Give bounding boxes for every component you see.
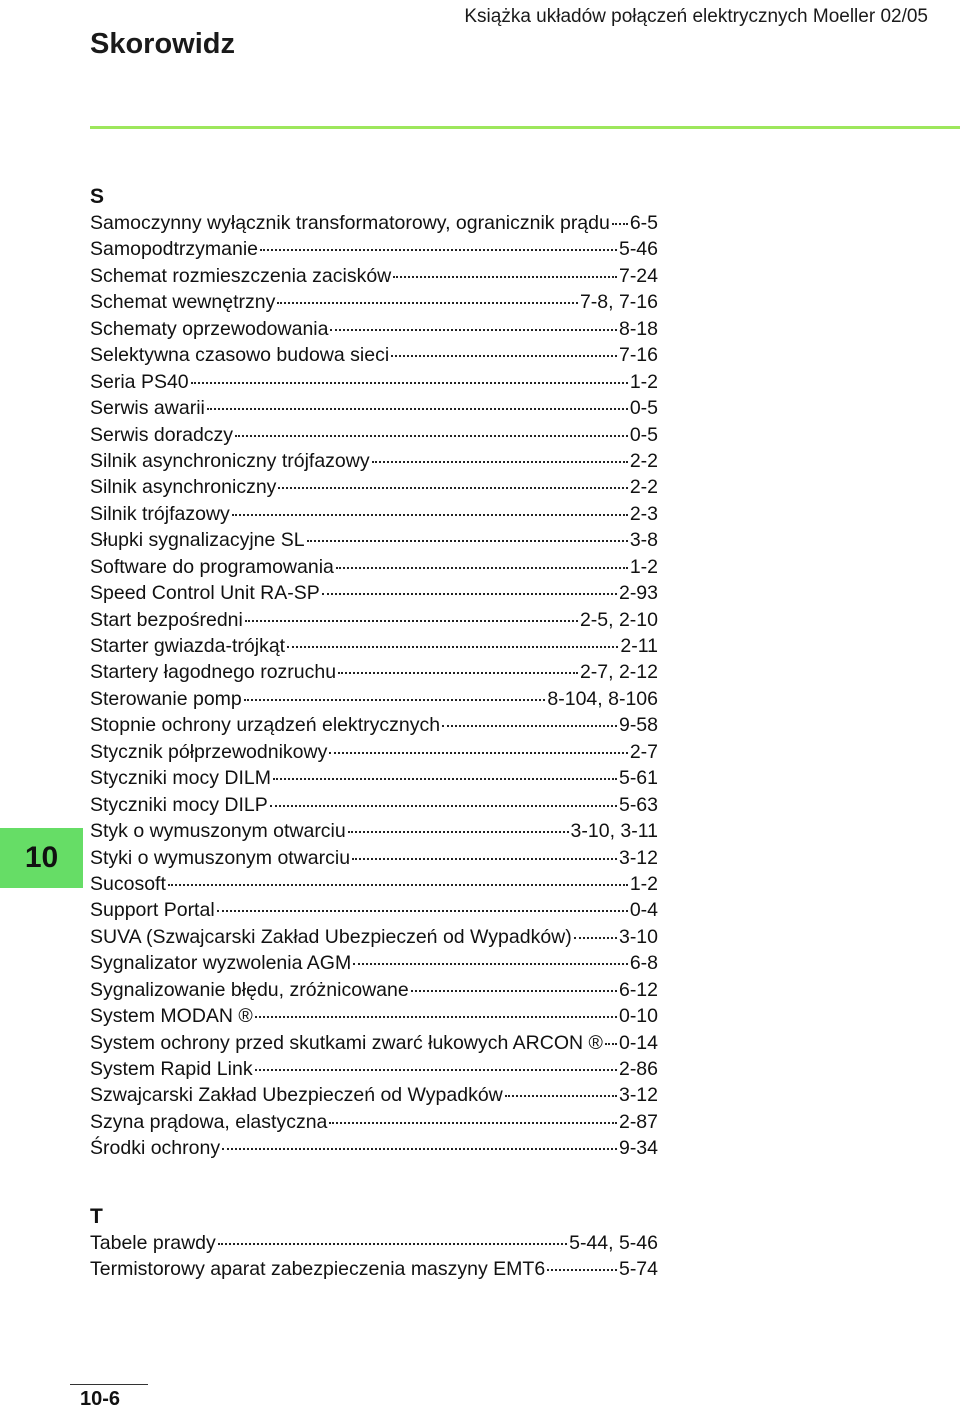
dot-leader bbox=[168, 883, 628, 886]
index-term: Schemat wewnętrzny bbox=[90, 291, 276, 314]
index-page-ref[interactable]: 2-5, 2-10 bbox=[579, 608, 658, 631]
dot-leader bbox=[277, 301, 578, 304]
dot-leader bbox=[218, 1242, 567, 1245]
index-page-ref[interactable]: 0-10 bbox=[618, 1005, 658, 1028]
index-entry[interactable] bbox=[90, 792, 658, 818]
dot-leader bbox=[547, 1268, 617, 1271]
dot-leader bbox=[245, 619, 578, 622]
index-entry[interactable] bbox=[90, 765, 658, 791]
dot-leader bbox=[411, 989, 617, 992]
index-term: Start bezpośredni bbox=[90, 608, 243, 631]
index-term: Styczniki mocy DILM bbox=[90, 767, 271, 790]
index-entry[interactable] bbox=[90, 897, 658, 923]
index-page-ref[interactable]: 0-14 bbox=[618, 1031, 658, 1054]
index-page-ref[interactable]: 8-18 bbox=[618, 317, 658, 340]
index-term: Startery łagodnego rozruchu bbox=[90, 661, 337, 684]
index-page-ref[interactable]: 2-7, 2-12 bbox=[579, 661, 658, 684]
dot-leader bbox=[322, 592, 617, 595]
chapter-tab[interactable]: 10 bbox=[0, 828, 83, 888]
index-page-ref[interactable]: 8-104, 8-106 bbox=[547, 687, 658, 710]
index-term: Seria PS40 bbox=[90, 370, 189, 393]
index-entry[interactable] bbox=[90, 977, 658, 1003]
index-page-ref[interactable]: 7-24 bbox=[618, 264, 658, 287]
index-page-ref[interactable]: 2-2 bbox=[629, 476, 658, 499]
index-term: Środki ochrony bbox=[90, 1137, 221, 1160]
index-page-ref[interactable]: 2-93 bbox=[618, 582, 658, 605]
dot-leader bbox=[348, 830, 569, 833]
index-term: Software do programowania bbox=[90, 555, 334, 578]
index-term: System Rapid Link bbox=[90, 1058, 253, 1080]
index-list bbox=[90, 184, 658, 1283]
index-term: Stopnie ochrony urządzeń elektrycznych bbox=[90, 714, 441, 737]
index-page-ref[interactable]: 3-12 bbox=[618, 846, 658, 869]
index-page-ref[interactable]: 2-11 bbox=[620, 635, 658, 657]
index-term: Styki o wymuszonym otwarciu bbox=[90, 846, 351, 869]
index-entry[interactable] bbox=[90, 422, 658, 448]
dot-leader bbox=[505, 1094, 617, 1097]
index-term: Support Portal bbox=[90, 899, 215, 922]
dot-leader bbox=[191, 381, 628, 384]
index-entry[interactable] bbox=[90, 1135, 658, 1161]
index-term: Tabele prawdy bbox=[90, 1231, 216, 1254]
index-entry[interactable] bbox=[90, 1109, 658, 1135]
index-entry[interactable] bbox=[90, 1003, 658, 1029]
index-page-ref[interactable]: 2-7 bbox=[629, 740, 658, 763]
index-term: Samopodtrzymanie bbox=[90, 238, 258, 261]
index-term: Selektywna czasowo budowa sieci bbox=[90, 344, 390, 367]
index-page-ref[interactable]: 7-16 bbox=[618, 344, 658, 367]
index-page-ref[interactable]: 3-10, 3-11 bbox=[570, 820, 658, 843]
index-page-ref[interactable]: 3-12 bbox=[618, 1084, 658, 1107]
index-entry[interactable] bbox=[90, 501, 658, 527]
index-page-ref[interactable]: 5-74 bbox=[618, 1258, 658, 1281]
index-term: Schemat rozmieszczenia zacisków bbox=[90, 264, 392, 287]
index-term: Starter gwiazda-trójkąt bbox=[90, 635, 286, 657]
index-page-ref[interactable]: 2-3 bbox=[629, 502, 658, 525]
index-term: System ochrony przed skutkami zwarć łukowych ARCON ® bbox=[90, 1031, 603, 1054]
index-term: Termistorowy aparat zabezpieczenia maszyny EMT6 bbox=[90, 1258, 546, 1281]
index-entry[interactable] bbox=[90, 236, 658, 262]
index-term: Serwis awarii bbox=[90, 397, 205, 420]
index-entry[interactable] bbox=[90, 950, 658, 976]
dot-leader bbox=[372, 460, 628, 463]
index-entry[interactable] bbox=[90, 527, 658, 553]
index-entry[interactable] bbox=[90, 871, 658, 897]
index-term: Silnik asynchroniczny trójfazowy bbox=[90, 449, 370, 472]
index-entry[interactable] bbox=[90, 342, 658, 368]
index-entry[interactable] bbox=[90, 474, 658, 500]
dot-leader bbox=[352, 857, 617, 860]
index-entry[interactable] bbox=[90, 210, 658, 236]
index-term: Sygnalizator wyzwolenia AGM bbox=[90, 952, 352, 975]
dot-leader bbox=[338, 671, 578, 674]
dot-leader bbox=[278, 486, 627, 489]
dot-leader bbox=[307, 539, 628, 542]
page-title: Skorowidz bbox=[90, 28, 236, 60]
dot-leader bbox=[222, 1147, 617, 1150]
dot-leader bbox=[260, 248, 617, 251]
index-entry[interactable] bbox=[90, 845, 658, 871]
dot-leader bbox=[287, 645, 618, 648]
index-entry[interactable] bbox=[90, 1256, 658, 1282]
index-term: System MODAN ® bbox=[90, 1005, 253, 1028]
index-entry[interactable] bbox=[90, 739, 658, 765]
index-page-ref[interactable]: 5-61 bbox=[618, 767, 658, 790]
dot-leader bbox=[393, 275, 617, 278]
index-term: Silnik trójfazowy bbox=[90, 502, 230, 525]
index-entry[interactable] bbox=[90, 633, 658, 659]
index-entry[interactable] bbox=[90, 289, 658, 315]
index-page-ref[interactable]: 9-58 bbox=[618, 714, 658, 737]
index-page-ref[interactable]: 3-8 bbox=[629, 529, 658, 552]
dot-leader bbox=[217, 909, 628, 912]
index-term: Stycznik półprzewodnikowy bbox=[90, 740, 328, 763]
dot-leader bbox=[329, 751, 627, 754]
dot-leader bbox=[442, 724, 617, 727]
index-page-ref[interactable]: 5-63 bbox=[618, 793, 658, 816]
index-entry[interactable] bbox=[90, 712, 658, 738]
index-entry[interactable] bbox=[90, 554, 658, 580]
index-entry[interactable] bbox=[90, 818, 658, 844]
index-page-ref[interactable]: 1-2 bbox=[629, 872, 658, 895]
index-entry[interactable] bbox=[90, 369, 658, 395]
dot-leader bbox=[391, 354, 617, 357]
section-letter: S bbox=[90, 185, 105, 208]
dot-leader bbox=[207, 407, 628, 410]
index-term: Speed Control Unit RA-SP bbox=[90, 582, 320, 605]
index-entry[interactable] bbox=[90, 395, 658, 421]
index-term: Sucosoft bbox=[90, 872, 166, 895]
index-term: Styk o wymuszonym otwarciu bbox=[90, 820, 346, 843]
index-entry[interactable] bbox=[90, 1230, 658, 1256]
index-entry[interactable] bbox=[90, 1030, 658, 1056]
index-term: Serwis doradczy bbox=[90, 423, 234, 446]
dot-leader bbox=[232, 513, 628, 516]
index-entry[interactable] bbox=[90, 607, 658, 633]
index-entry[interactable] bbox=[90, 263, 658, 289]
dot-leader bbox=[605, 1042, 617, 1045]
dot-leader bbox=[612, 222, 628, 225]
dot-leader bbox=[329, 1121, 617, 1124]
index-entry[interactable] bbox=[90, 924, 658, 950]
dot-leader bbox=[330, 328, 617, 331]
index-entry[interactable] bbox=[90, 686, 658, 712]
index-entry[interactable] bbox=[90, 1056, 658, 1082]
index-term: Schematy oprzewodowania bbox=[90, 317, 329, 340]
index-term: Sygnalizowanie błędu, zróżnicowane bbox=[90, 978, 409, 1001]
dot-leader bbox=[255, 1015, 617, 1018]
dot-leader bbox=[353, 962, 628, 965]
dot-leader bbox=[270, 804, 617, 807]
index-page-ref[interactable]: 5-46 bbox=[618, 238, 658, 261]
index-page-ref[interactable]: 2-87 bbox=[618, 1110, 658, 1133]
header-divider bbox=[90, 126, 960, 129]
dot-leader bbox=[574, 936, 617, 939]
index-page-ref[interactable]: 2-86 bbox=[618, 1058, 658, 1080]
dot-leader bbox=[244, 698, 546, 701]
index-term: SUVA (Szwajcarski Zakład Ubezpieczeń od Wypadków) bbox=[90, 925, 572, 948]
index-page-ref[interactable]: 0-4 bbox=[629, 899, 658, 922]
index-term: Silnik asynchroniczny bbox=[90, 476, 277, 499]
index-page-ref[interactable]: 5-44, 5-46 bbox=[569, 1231, 658, 1254]
index-term: Samoczynny wyłącznik transformatorowy, ogranicznik prądu bbox=[90, 212, 610, 234]
index-entry[interactable] bbox=[90, 659, 658, 685]
index-page-ref[interactable]: 1-2 bbox=[629, 370, 658, 393]
dot-leader bbox=[255, 1068, 617, 1071]
index-entry[interactable] bbox=[90, 580, 658, 606]
book-title: Książka układów połączeń elektrycznych Moeller 02/05 bbox=[464, 6, 928, 27]
index-term: Sterowanie pomp bbox=[90, 687, 242, 710]
index-term: Słupki sygnalizacyjne SL bbox=[90, 529, 305, 552]
dot-leader bbox=[235, 434, 628, 437]
index-entry[interactable] bbox=[90, 1082, 658, 1108]
index-page-ref[interactable]: 6-5 bbox=[629, 212, 658, 234]
index-term: Szyna prądowa, elastyczna bbox=[90, 1110, 328, 1133]
index-term: Styczniki mocy DILP bbox=[90, 793, 268, 816]
footer-divider bbox=[70, 1384, 148, 1385]
dot-leader bbox=[336, 566, 628, 569]
section-letter: T bbox=[90, 1204, 103, 1228]
dot-leader bbox=[273, 777, 617, 780]
index-page-ref[interactable]: 9-34 bbox=[618, 1137, 658, 1160]
index-page-ref[interactable]: 2-2 bbox=[629, 449, 658, 472]
index-page-ref[interactable]: 6-8 bbox=[629, 952, 658, 975]
index-page-ref[interactable]: 6-12 bbox=[618, 978, 658, 1001]
index-term: Szwajcarski Zakład Ubezpieczeń od Wypadków bbox=[90, 1084, 503, 1107]
page-number: 10-6 bbox=[80, 1388, 121, 1410]
index-page-ref[interactable]: 0-5 bbox=[629, 397, 658, 420]
index-page-ref[interactable]: 0-5 bbox=[629, 423, 658, 446]
index-page-ref[interactable]: 1-2 bbox=[629, 555, 658, 578]
index-entry[interactable] bbox=[90, 448, 658, 474]
index-page-ref[interactable]: 7-8, 7-16 bbox=[579, 291, 658, 314]
index-page-ref[interactable]: 3-10 bbox=[618, 925, 658, 948]
index-entry[interactable] bbox=[90, 316, 658, 342]
